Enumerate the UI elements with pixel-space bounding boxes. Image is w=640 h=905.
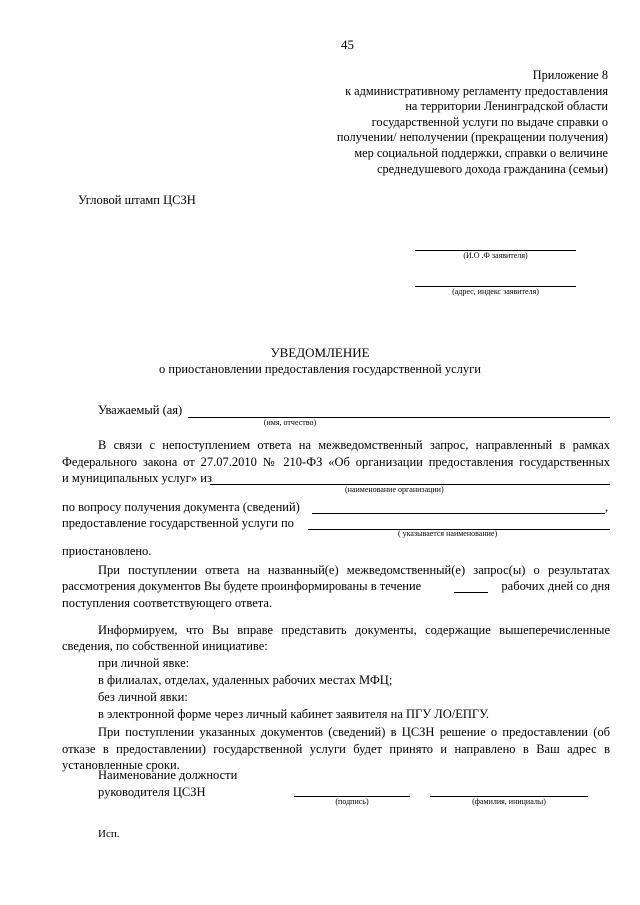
greeting-caption: (имя, отчество)	[263, 418, 317, 427]
page-number: 45	[341, 37, 354, 52]
appendix-line: к административному регламенту предоставления	[345, 83, 608, 98]
body-p4-line2: отказе в предоставлении) государственной услуги будет принято и направлено в Ваш адрес в	[62, 742, 610, 756]
question-line	[312, 513, 605, 514]
appendix-line: на территории Ленинградской области	[405, 99, 608, 114]
signature-position-line2: руководителя ЦСЗН	[98, 785, 206, 799]
option-line-4: в электронной форме через личный кабинет заявителя на ПГУ ЛО/ЕПГУ.	[98, 707, 490, 721]
option-line-2: в филиалах, отделах, удаленных рабочих местах МФЦ;	[98, 673, 393, 687]
question-label: по вопросу получения документа (сведений)	[62, 500, 300, 514]
appendix-line: среднедушевого дохода гражданина (семьи)	[377, 161, 608, 176]
document-subtitle: о приостановлении предоставления государственной услуги	[159, 362, 481, 376]
body-p3-line1: Информируем, что Вы вправе представить документы, содержащие вышеперечисленные	[98, 623, 610, 637]
body-p4-line1: При поступлении указанных документов (сведений) в ЦСЗН решение о предоставлении (об	[98, 725, 610, 739]
signature-caption: (подпись)	[335, 797, 369, 806]
body-p1-line2: Федерального закона от 27.07.2010 № 210-ФЗ «Об организации предоставления государственных	[62, 455, 610, 469]
appendix-line: Приложение 8	[532, 68, 608, 82]
option-line-3: без личной явки:	[98, 690, 188, 704]
question-end: ,	[605, 500, 609, 514]
days-blank-line	[454, 592, 488, 593]
body-p4-line3: установленные сроки.	[62, 758, 180, 772]
body-p1-line1: В связи с непоступлением ответа на межведомственный запрос, направленный в рамках	[98, 438, 610, 452]
document-title: УВЕДОМЛЕНИЕ	[270, 345, 370, 360]
greeting: Уважаемый (ая)	[98, 403, 183, 417]
corner-stamp: Угловой штамп ЦСЗН	[78, 193, 196, 207]
body-p1-line3: и муниципальных услуг» из	[62, 471, 212, 485]
option-line-1: при личной явке:	[98, 656, 190, 670]
applicant-address-caption: (адрес, индекс заявителя)	[452, 287, 539, 296]
applicant-name-caption: (И.О .Ф заявителя)	[463, 251, 528, 260]
body-p3-line2: сведения, по собственной инициативе:	[62, 639, 268, 653]
organization-caption: (наименование организации)	[345, 485, 444, 494]
executor-label: Исп.	[98, 828, 120, 840]
body-p2-line2a: рассмотрения документов Вы будете проинформированы в течение	[62, 579, 422, 593]
service-label: предоставление государственной услуги по	[62, 516, 294, 530]
appendix-block	[337, 68, 608, 177]
full-name-caption: (фамилия, инициалы)	[472, 797, 546, 806]
appendix-line: получении/ неполучении (прекращении получения)	[336, 130, 608, 145]
signature-position-line1: Наименование должности	[98, 768, 238, 782]
body-p2-line1: При поступлении ответа на названный(е) межведомственный(е) запрос(ы) о результатах	[98, 563, 610, 577]
appendix-line: государственной услуги по выдаче справки о	[371, 114, 608, 129]
appendix-line: мер социальной поддержки, справки о величине	[354, 145, 608, 160]
body-p2-line2b: рабочих дней со дня	[501, 579, 610, 593]
suspended-text: приостановлено.	[62, 544, 152, 558]
service-caption: ( указывается наименование)	[398, 529, 498, 538]
body-p2-line3: поступления соответствующего ответа.	[62, 596, 273, 610]
